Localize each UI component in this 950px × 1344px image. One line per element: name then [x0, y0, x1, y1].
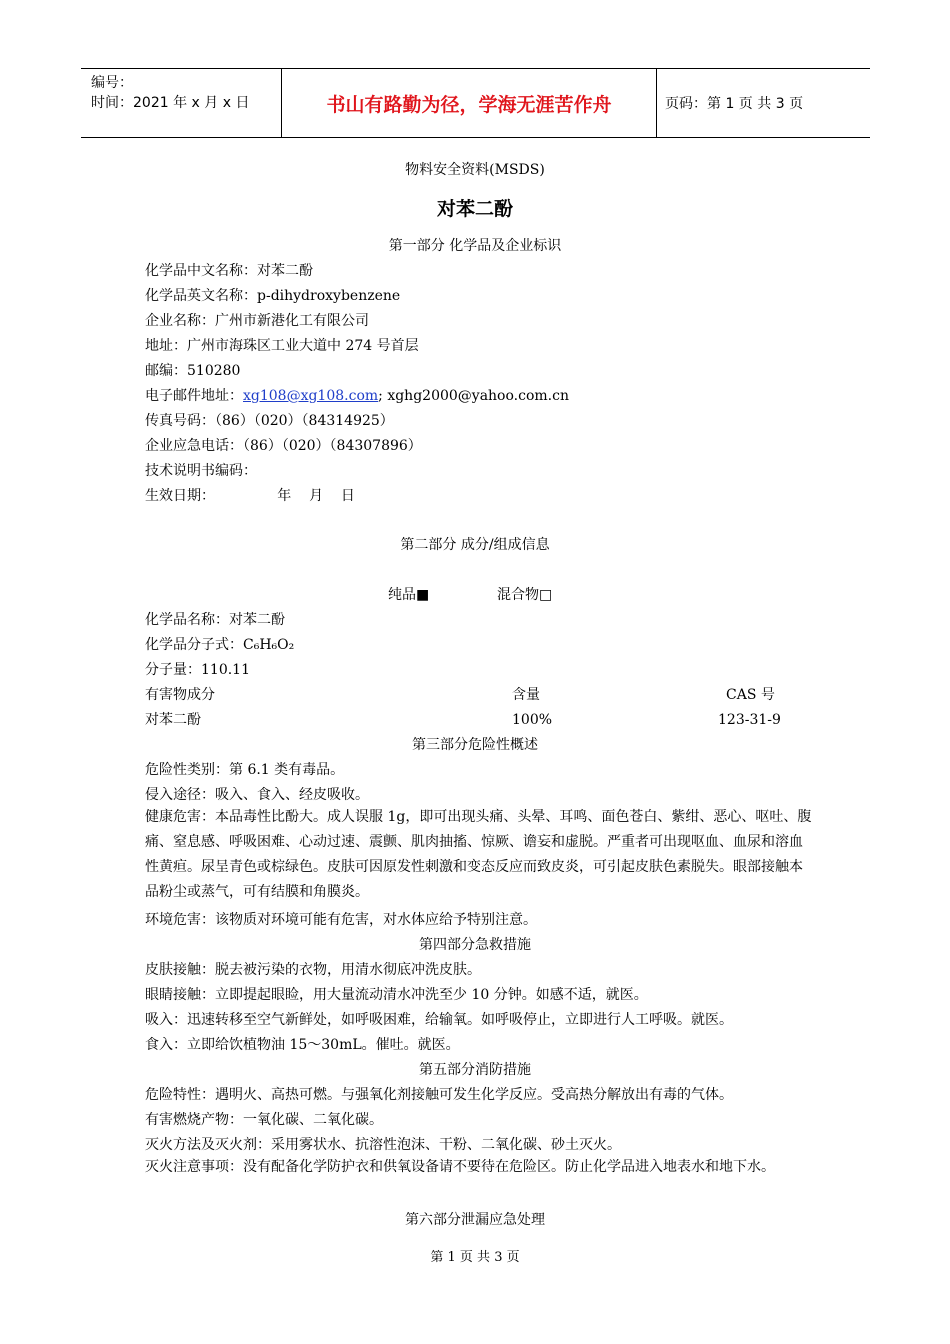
doc-title: 对苯二酚 — [436, 198, 513, 220]
exposure-route: 侵入途径：吸入、食入、经皮吸收。 — [145, 787, 369, 803]
part3-heading: 第三部分危险性概述 — [412, 737, 538, 753]
part1-heading: 第一部分 化学品及企业标识 — [388, 238, 562, 254]
firefighting-notes: 灭火注意事项：没有配备化学防护衣和供氧设备请不要待在危险区。防止化学品进入地表水和地下水。 — [145, 1159, 775, 1175]
table-header-cas: CAS 号 — [726, 687, 775, 703]
hazard-class: 危险性类别：第 6.1 类有毒品。 — [145, 762, 345, 778]
chem-name: 化学品名称：对苯二酚 — [145, 612, 285, 628]
combustion-products: 有害燃烧产物：一氧化碳、二氧化碳。 — [145, 1112, 383, 1128]
environment-hazard: 环境危害：该物质对环境可能有危害，对水体应给予特别注意。 — [145, 912, 537, 928]
header-page-cell — [656, 69, 870, 137]
emergency-phone: 企业应急电话：（86）（020）（84307896） — [145, 438, 422, 454]
table-cell-cas: 123-31-9 — [718, 712, 781, 728]
mol-weight: 分子量：110.11 — [145, 662, 250, 678]
part5-heading: 第五部分消防措施 — [419, 1062, 531, 1078]
part6-heading: 第六部分泄漏应急处理 — [405, 1212, 545, 1228]
eye-contact: 眼睛接触：立即提起眼睑，用大量流动清水冲洗至少 10 分钟。如感不适，就医。 — [145, 987, 648, 1003]
email-link[interactable]: xg108@xg108.com — [243, 388, 379, 404]
doc-subtitle: 物料安全资料(MSDS) — [405, 162, 545, 178]
header-motto-cell — [281, 69, 657, 137]
en-name: 化学品英文名称：p-dihydroxybenzene — [145, 288, 401, 304]
effective-date: 生效日期： 年 月 日 — [145, 488, 355, 504]
pure-checkbox: 纯品■ — [388, 587, 430, 603]
cn-name: 化学品中文名称：对苯二酚 — [145, 263, 313, 279]
part4-heading: 第四部分急救措施 — [419, 937, 531, 953]
page-header — [81, 68, 870, 138]
table-header-component: 有害物成分 — [145, 687, 215, 703]
fax: 传真号码：（86）（020）（84314925） — [145, 413, 394, 429]
extinguishing-method: 灭火方法及灭火剂：采用雾状水、抗溶性泡沫、干粉、二氧化碳、砂土灭火。 — [145, 1137, 621, 1153]
tech-code: 技术说明书编码： — [145, 463, 257, 479]
email-label: 电子邮件地址： — [145, 388, 243, 404]
health-hazard: 健康危害：本品毒性比酚大。成人误服 1g，即可出现头痛、头晕、耳鸣、面色苍白、紫绀、恶心、呕吐、腹痛、窒息感、呼吸困难、心动过速、震颤、肌肉抽搐、惊厥、谵妄和虚脱。严重者可出现呕血、血尿和溶血性黄疸。尿呈青色或棕绿色。皮肤可因原发性刺激和变态反应而致皮炎，可引起皮肤色素脱失。眼部接触本品粉尘或蒸气，可有结膜和角膜炎。 — [145, 809, 812, 900]
skin-contact: 皮肤接触：脱去被污染的衣物，用清水彻底冲洗皮肤。 — [145, 962, 481, 978]
inhalation: 吸入：迅速转移至空气新鲜处，如呼吸困难，给输氧。如呼吸停止，立即进行人工呼吸。就医。 — [145, 1012, 733, 1028]
table-cell-content: 100% — [512, 712, 553, 728]
mixture-checkbox: 混合物□ — [497, 587, 553, 603]
doc-number-label: 编号： — [91, 75, 133, 91]
page-footer: 第 1 页 共 3 页 — [430, 1250, 520, 1265]
table-cell-component: 对苯二酚 — [145, 712, 201, 728]
email-rest: ; xghg2000@yahoo.com.cn — [378, 388, 569, 404]
header-meta-cell — [81, 69, 281, 137]
ingestion: 食入：立即给饮植物油 15～30mL。催吐。就医。 — [145, 1037, 460, 1053]
doc-time-label: 时间：2021 年 x 月 x 日 — [91, 95, 250, 111]
postcode: 邮编：510280 — [145, 363, 241, 379]
chem-formula: 化学品分子式：C₆H₆O₂ — [145, 637, 295, 653]
fire-hazard: 危险特性：遇明火、高热可燃。与强氧化剂接触可发生化学反应。受高热分解放出有毒的气体。 — [145, 1087, 733, 1103]
email-line — [145, 386, 569, 406]
company-name: 企业名称：广州市新港化工有限公司 — [145, 313, 369, 329]
part2-heading: 第二部分 成分/组成信息 — [400, 537, 550, 553]
motto: 书山有路勤为径，学海无涯苦作舟 — [326, 93, 612, 116]
address: 地址：广州市海珠区工业大道中 274 号首层 — [145, 338, 419, 354]
page-info: 页码：第 1 页 共 3 页 — [665, 96, 804, 112]
table-header-content: 含量 — [512, 687, 540, 703]
